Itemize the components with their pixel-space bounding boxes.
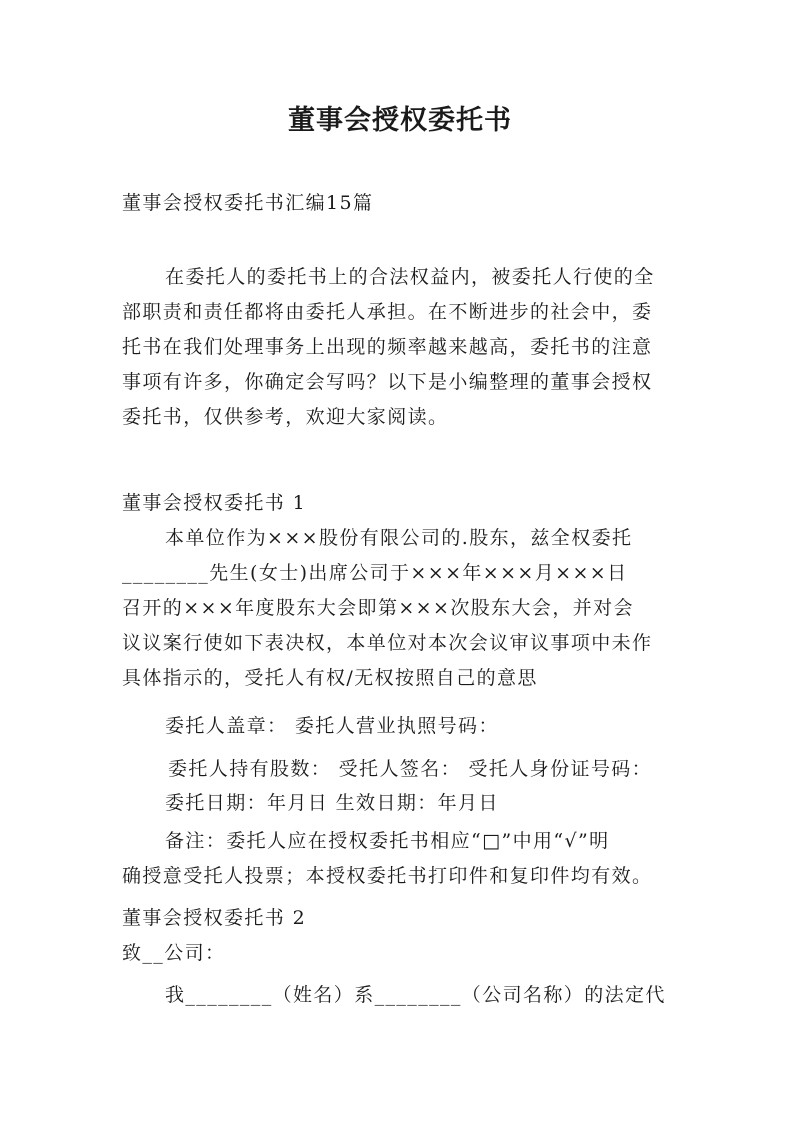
section-1-body-line: 具体指示的，受托人有权/无权按照自己的意思 [122,667,538,689]
document-title: 董事会授权委托书 [288,105,512,136]
section-2-heading: 董事会授权委托书 2 [122,907,307,929]
section-2-body-line: 我________（姓名）系________（公司名称）的法定代 [165,984,666,1006]
document-subtitle: 董事会授权委托书汇编15篇 [122,192,374,214]
date-field: 委托日期：年月日 生效日期：年月日 [165,792,499,814]
section-1-heading: 董事会授权委托书 1 [122,492,307,514]
note-line: 备注：委托人应在授权委托书相应“□”中用“√”明 [165,830,610,852]
note-line: 确授意受托人投票；本授权委托书打印件和复印件均有效。 [122,865,653,887]
intro-line: 委托书，仅供参考，欢迎大家阅读。 [122,406,449,428]
section-1-body-line: 议议案行使如下表决权，本单位对本次会议审议事项中未作 [122,632,653,654]
section-1-body-line: 本单位作为×××股份有限公司的.股东，兹全权委托 [165,527,633,549]
shares-signature-field: 委托人持有股数： 受托人签名： 受托人身份证号码： [168,758,653,780]
intro-line: 部职责和责任都将由委托人承担。在不断进步的社会中，委 [122,301,653,323]
intro-line: 事项有许多，你确定会写吗？以下是小编整理的董事会授权 [122,371,653,393]
section-1-body-line: ________先生(女士)出席公司于×××年×××月×××日 [122,562,628,584]
intro-line: 在委托人的委托书上的合法权益内，被委托人行使的全 [165,266,655,288]
intro-line: 托书在我们处理事务上出现的频率越来越高，委托书的注意 [122,336,653,358]
section-1-body-line: 召开的×××年度股东大会即第×××次股东大会，并对会 [122,597,634,619]
principal-seal-field: 委托人盖章： 委托人营业执照号码： [165,715,499,737]
section-2-salutation: 致__公司： [122,942,226,964]
